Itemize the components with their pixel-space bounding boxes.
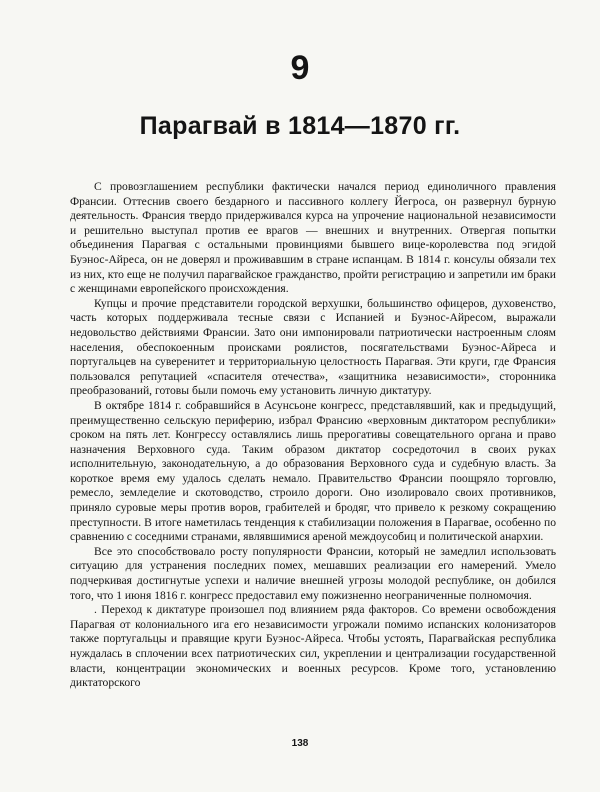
chapter-number: 9 <box>290 49 310 87</box>
paragraph: Купцы и прочие представители городской верхушки, большинство офицеров, духовенство, часть которых поддерживала тесные связи с Испанией и Буэнос-Айресом, выражали недовольство действиями Франсии. Зато они импонировали патриотически настроенным слоям населения, обеспокоенным происками роялистов, посягательствами Буэнос-Айреса и португальцев на суверенитет и территориальную целостность Парагвая. Эти круги, где Франсия пользовался репутацией «спасителя отечества», «защитника независимости», сторонника преобразований, готовы были помочь ему установить личную диктатуру. <box>70 296 556 398</box>
paragraph: . Переход к диктатуре произошел под влиянием ряда факторов. Со времени освобождения Парагвая от колониального ига его независимости угрожали помимо испанских колонизаторов также португальцы и правящие круги Буэнос-Айреса. Чтобы устоять, Парагвайская республика нуждалась в сплочении всех патриотических сил, укреплении и централизации государственной власти, концентрации экономических и военных ресурсов. Кроме того, установлению диктаторского <box>70 603 556 690</box>
paragraph: Все это способствовало росту популярности Франсии, который не замедлил использовать ситуацию для устранения последних помех, мешавших реализации его намерений. Умело подчеркивая достигнутые успехи и наличие внешней угрозы молодой республике, он добился того, что 1 июня 1816 г. конгресс предоставил ему пожизненно неограниченные полномочия. <box>70 544 556 602</box>
paragraph: В октябре 1814 г. собравшийся в Асунсьоне конгресс, представлявший, как и предыдущий, преимущественно сельскую периферию, избрал Франсию «верховным диктатором республики» сроком на пять лет. Конгрессу оставлялись лишь прерогативы совещательного органа и право назначения Верховного суда. Таким образом диктатор сосредоточил в своих руках исполнительную, законодательную, а до образования Верховного суда и судебную власть. За короткое время ему удалось сделать немало. Правительство Франсии поощряло торговлю, ремесло, земледелие и скотоводство, строило дороги. Оно изолировало своих противников, приняло суровые меры против воров, грабителей и бродяг, что привело к резкому сокращению преступности. В итоге наметилась тенденция к стабилизации положения в Парагвае, особенно по сравнению с соседними странами, являвшимися ареной междоусобиц и политической анархии. <box>70 398 556 544</box>
chapter-body <box>70 180 556 691</box>
paragraph: С провозглашением республики фактически начался период единоличного правления Франсии. Оттеснив своего бездарного и пассивного коллегу Йегроса, он развернул бурную деятельность. Франсия твердо придерживался курса на упрочение национальной независимости и решительно выступал против ее врагов — внешних и внутренних. Отвергая попытки объединения Парагвая с остальными провинциями бывшего вице-королевства под эгидой Буэнос-Айреса, он не доверял и проживавшим в стране испанцам. В 1814 г. консулы обязали тех из них, кто еще не получил парагвайское гражданство, пройти регистрацию и запретили им браки с женщинами европейского происхождения. <box>70 180 556 296</box>
chapter-title: Парагвай в 1814—1870 гг. <box>139 112 461 140</box>
page-number: 138 <box>291 738 309 749</box>
